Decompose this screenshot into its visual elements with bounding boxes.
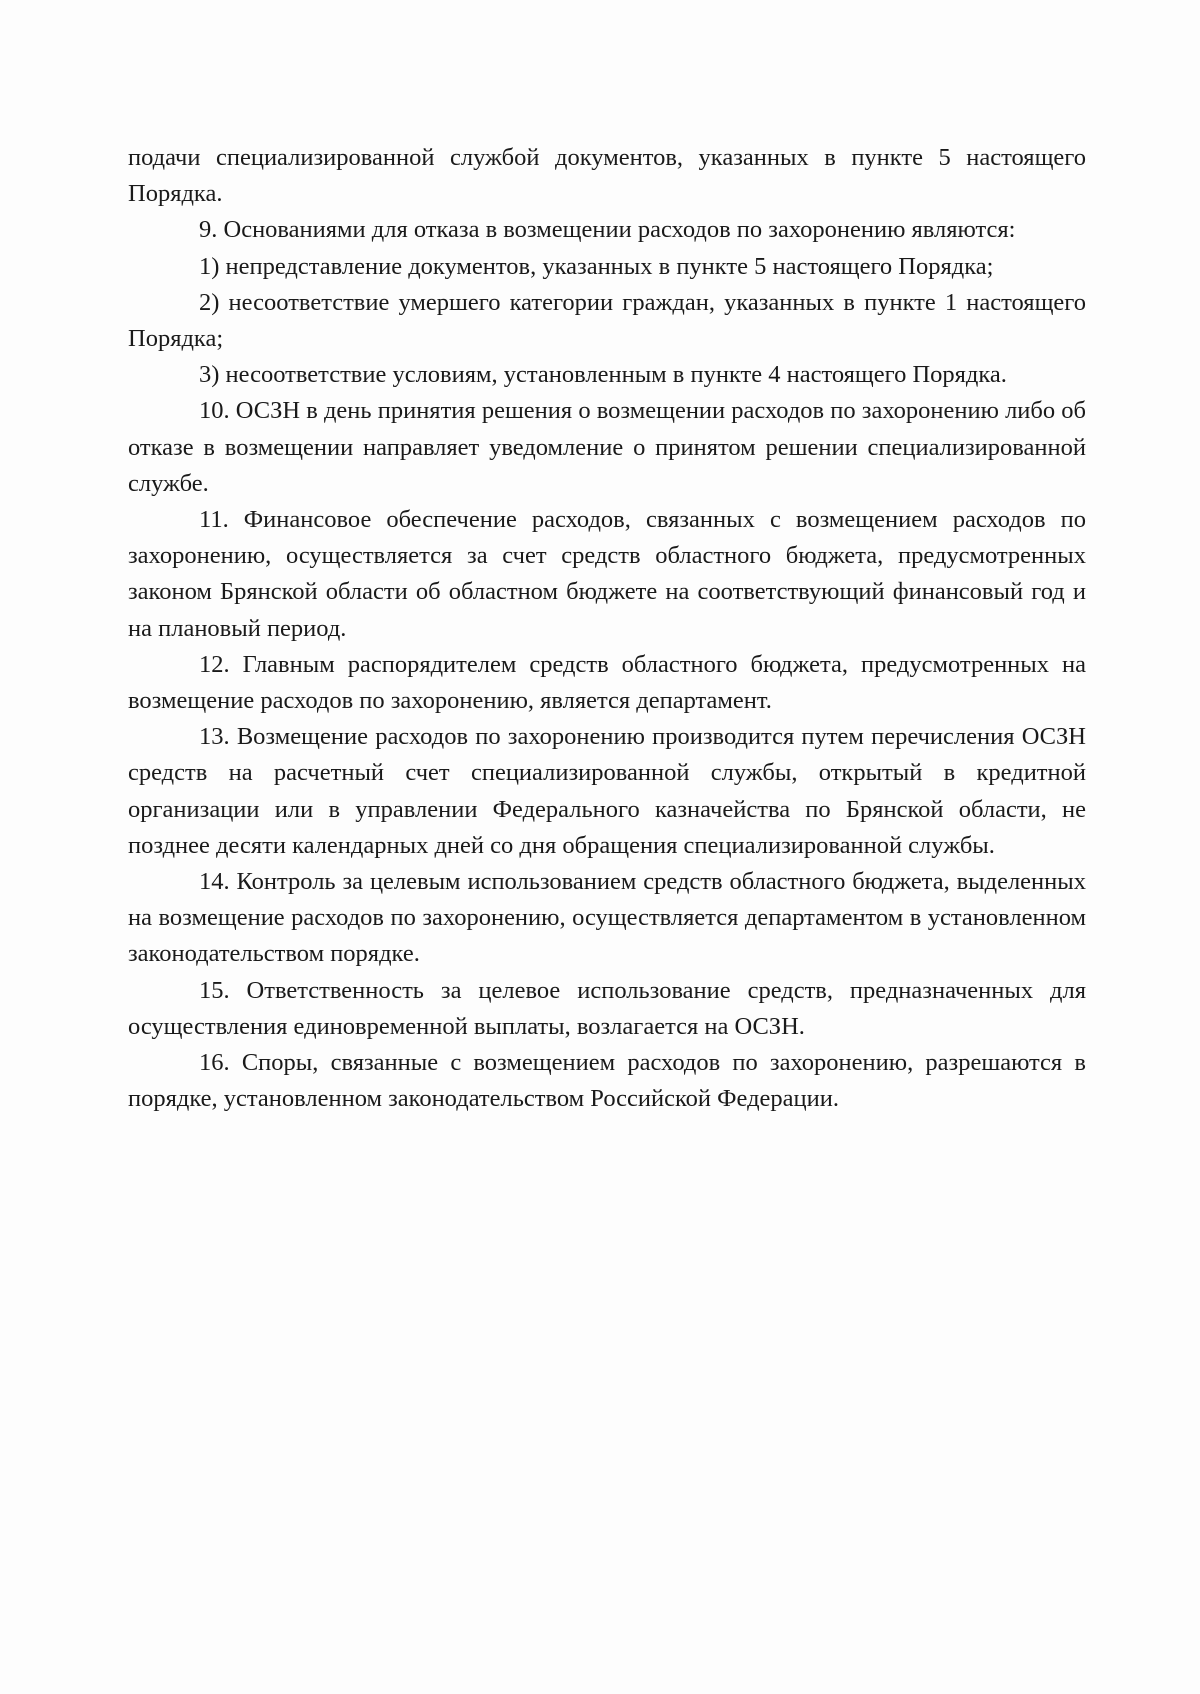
paragraph-12: 12. Главным распорядителем средств областного бюджета, предусмотренных на возмещение расходов по захоронению, является департамент. [128, 650, 1086, 715]
paragraph-14: 14. Контроль за целевым использованием средств областного бюджета, выделенных на возмещение расходов по захоронению, осуществляется департаментом в установленном законодательством порядке. [128, 868, 1086, 968]
paragraph-10: 10. ОСЗН в день принятия решения о возмещении расходов по захоронению либо об отказе в возмещении направляет уведомление о принятом решении специализированной службе. [128, 397, 1086, 497]
document-body [128, 140, 1086, 1117]
paragraph-16: 16. Споры, связанные с возмещением расходов по захоронению, разрешаются в порядке, установленном законодательством Российской Федерации. [128, 1049, 1086, 1113]
paragraph-13: 13. Возмещение расходов по захоронению производится путем перечисления ОСЗН средств на расчетный счет специализированной службы, открытый в кредитной организации или в управлении Федерального казначейства по Брянской области, не позднее десяти календарных дней со дня обращения специализированной службы. [128, 723, 1086, 859]
paragraph-11: 11. Финансовое обеспечение расходов, связанных с возмещением расходов по захоронению, осуществляется за счет средств областного бюджета, предусмотренных законом Брянской области об областном бюджете на соответствующий финансовый год и на плановый период. [128, 506, 1086, 642]
paragraph-15: 15. Ответственность за целевое использование средств, предназначенных для осуществления единовременной выплаты, возлагается на ОСЗН. [128, 976, 1086, 1040]
list-item-9-2: 2) несоответствие умершего категории граждан, указанных в пункте 1 настоящего Порядка; [128, 288, 1086, 353]
paragraph-9-refusal-grounds: 9. Основаниями для отказа в возмещении расходов по захоронению являются: [199, 216, 1016, 244]
paragraph-continuation: подачи специализированной службой документов, указанных в пункте 5 настоящего Порядка. [128, 144, 1086, 208]
list-item-9-1: 1) непредставление документов, указанных в пункте 5 настоящего Порядка; [199, 252, 994, 280]
list-item-9-3: 3) несоответствие условиям, установленным в пункте 4 настоящего Порядка. [199, 361, 1007, 389]
